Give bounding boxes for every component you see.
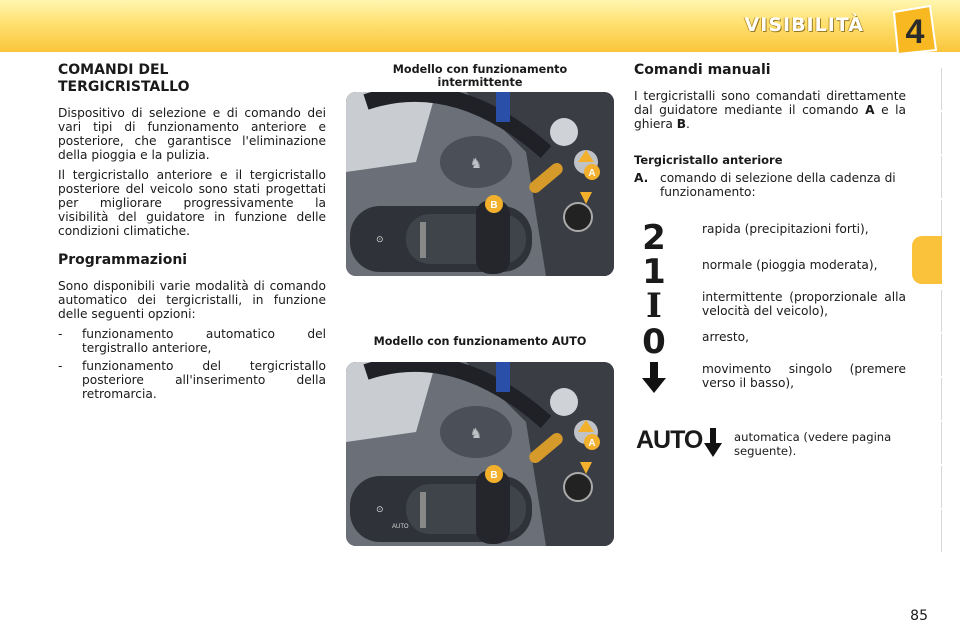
paragraph-text: I tergicristalli sono comandati direttamente dal guidatore mediante il comando — [634, 89, 906, 117]
manual-controls-paragraph — [634, 89, 906, 131]
svg-text:♞: ♞ — [469, 426, 483, 442]
programming-paragraph: Sono disponibili varie modalità di comando automatico dei tergicristalli, in funzione delle seguenti opzioni: — [58, 279, 326, 321]
mode-text: arresto, — [702, 330, 749, 344]
chapter-badge — [890, 4, 938, 56]
chapter-tab[interactable] — [927, 378, 942, 420]
paragraph-text: . — [686, 117, 690, 131]
mode-glyph: 0 — [642, 322, 666, 362]
intro-paragraph-2: Il tergicristallo anteriore e il tergicristallo posteriore del veicolo sono stati progettati per migliorare progressivamente la visibilità del guidatore in funzione delle condizioni climatiche. — [58, 168, 326, 238]
label-a: A — [588, 168, 596, 179]
stalk-auto-text: AUTO — [392, 524, 409, 530]
front-wiper-title: Tergicristallo anteriore — [634, 153, 783, 167]
page-number: 85 — [910, 608, 928, 624]
chapter-tab-active[interactable] — [912, 236, 942, 284]
down-arrow-icon — [704, 428, 722, 458]
mode-text: movimento singolo (premere verso il basso), — [702, 362, 906, 390]
mode-text: rapida (precipitazioni forti), — [702, 222, 869, 236]
mode-glyph-auto: AUTO — [636, 426, 703, 454]
svg-text:⊙: ⊙ — [376, 505, 384, 515]
manual-controls-title: Comandi manuali — [634, 62, 771, 78]
chapter-tab[interactable] — [927, 156, 942, 198]
chapter-number: 4 — [905, 13, 925, 51]
list-item: - funzionamento del tergicristallo posteriore all'inserimento della retromarcia. — [58, 359, 326, 401]
label-a: A — [588, 438, 596, 449]
stalk-illustration-auto — [346, 362, 614, 546]
caption-intermittent: Modello con funzionamento intermittente — [392, 63, 568, 89]
stalk-illustration — [346, 92, 614, 276]
chapter-tabs — [918, 68, 942, 574]
caption-auto: Modello con funzionamento AUTO — [373, 335, 587, 348]
svg-text:♞: ♞ — [469, 156, 483, 172]
paragraph-bold-a: A — [865, 103, 875, 117]
list-item: - funzionamento automatico del tergistrallo anteriore, — [58, 327, 326, 355]
page-header — [0, 0, 960, 52]
mode-glyph: I — [646, 286, 662, 326]
down-arrow-icon — [634, 362, 674, 394]
mode-text: normale (pioggia moderata), — [702, 258, 878, 272]
chapter-tab[interactable] — [927, 334, 942, 376]
paragraph-bold-b: B — [676, 117, 686, 131]
chapter-tab[interactable] — [927, 422, 942, 464]
label-b: B — [490, 200, 498, 211]
mode-text: automatica (vedere pagina seguente). — [734, 430, 892, 458]
chapter-tab[interactable] — [927, 112, 942, 154]
chapter-tab[interactable] — [927, 466, 942, 508]
programming-title: Programmazioni — [58, 252, 188, 268]
paragraph-text: e la ghiera — [634, 103, 906, 131]
chapter-tab[interactable] — [927, 68, 942, 110]
left-column — [58, 62, 326, 405]
label-b: B — [490, 470, 498, 481]
mode-text: intermittente (proporzionale alla velocità del veicolo), — [702, 290, 906, 318]
right-column — [634, 62, 906, 199]
mode-glyph: 1 — [642, 252, 666, 292]
photo-wiper-stalk-auto — [346, 362, 614, 546]
photo-wiper-stalk-intermittent — [346, 92, 614, 276]
section-title: VISIBILITÀ — [744, 14, 864, 36]
a-item-text: comando di selezione della cadenza di funzionamento: — [660, 171, 896, 199]
mode-glyph: 2 — [642, 218, 666, 258]
a-item — [634, 171, 906, 199]
svg-text:⊙: ⊙ — [376, 235, 384, 245]
programming-list — [58, 327, 326, 401]
main-title: COMANDI DEL TERGICRISTALLO — [58, 62, 190, 95]
chapter-tab[interactable] — [927, 290, 942, 332]
intro-paragraph-1: Dispositivo di selezione e di comando dei vari tipi di funzionamento anteriore e posteriore, che garantisce l'eliminazione della pioggia e la pulizia. — [58, 106, 326, 162]
chapter-tab[interactable] — [927, 510, 942, 552]
a-item-label: A. — [634, 171, 649, 185]
